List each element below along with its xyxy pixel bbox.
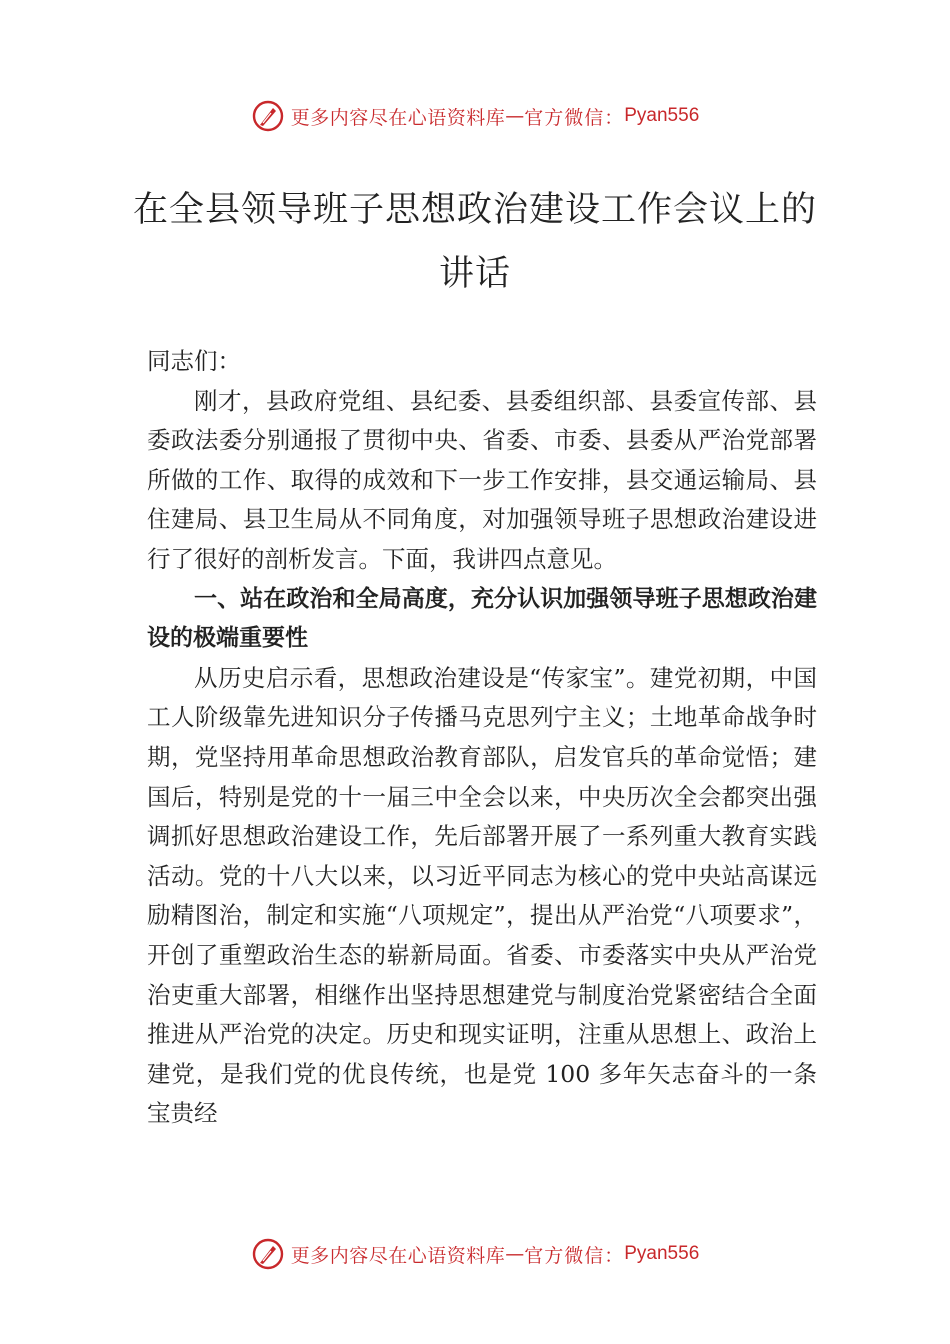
banner-separator: — [505, 105, 525, 127]
document-title: 在全县领导班子思想政治建设工作会议上的讲话 [132, 190, 817, 294]
banner-wechat-id: Pyan556 [624, 105, 700, 126]
document-body [147, 342, 817, 1134]
banner-label: 官方微信： [524, 1244, 625, 1267]
footer-banner [0, 1234, 950, 1274]
section-heading: 一、站在政治和全局高度，充分认识加强领导班子思想政治建设的极端重要性 [147, 585, 817, 652]
banner-label: 官方微信： [524, 106, 625, 129]
header-banner [0, 96, 950, 136]
quill-logo-icon [251, 1237, 285, 1271]
paragraph: 刚才，县政府党组、县纪委、县委组织部、县委宣传部、县委政法委分别通报了贯彻中央、省委、市委、县委从严治党部署所做的工作、取得的成效和下一步工作安排，县交通运输局、县住建局、县卫生局从不同角度，对加强领导班子思想政治建设进行了很好的剖析发言。下面，我讲四点意见。 [147, 386, 817, 573]
salutation: 同志们： [147, 347, 241, 375]
quill-logo-icon [251, 99, 285, 133]
banner-text: 更多内容尽在心语资料库 [290, 106, 506, 129]
banner-text: 更多内容尽在心语资料库 [290, 1244, 506, 1267]
paragraph: 从历史启示看，思想政治建设是“传家宝”。建党初期，中国工人阶级靠先进知识分子传播马克思列宁主义；土地革命战争时期，党坚持用革命思想政治教育部队，启发官兵的革命觉悟；建国后，特别是党的十一届三中全会以来，中央历次全会都突出强调抓好思想政治建设工作，先后部署开展了一系列重大教育实践活动。党的十八大以来，以习近平同志为核心的党中央站高谋远励精图治，制定和实施“八项规定”，提出从严治党“八项要求”，开创了重塑政治生态的崭新局面。省委、市委落实中央从严治党治吏重大部署，相继作出坚持思想建党与制度治党紧密结合全面推进从严治党的决定。历史和现实证明，注重从思想上、政治上建党，是我们党的优良传统，也是党 100 多年矢志奋斗的一条宝贵经 [147, 663, 817, 1128]
banner-separator: — [505, 1243, 525, 1265]
banner-wechat-id: Pyan556 [624, 1243, 700, 1264]
